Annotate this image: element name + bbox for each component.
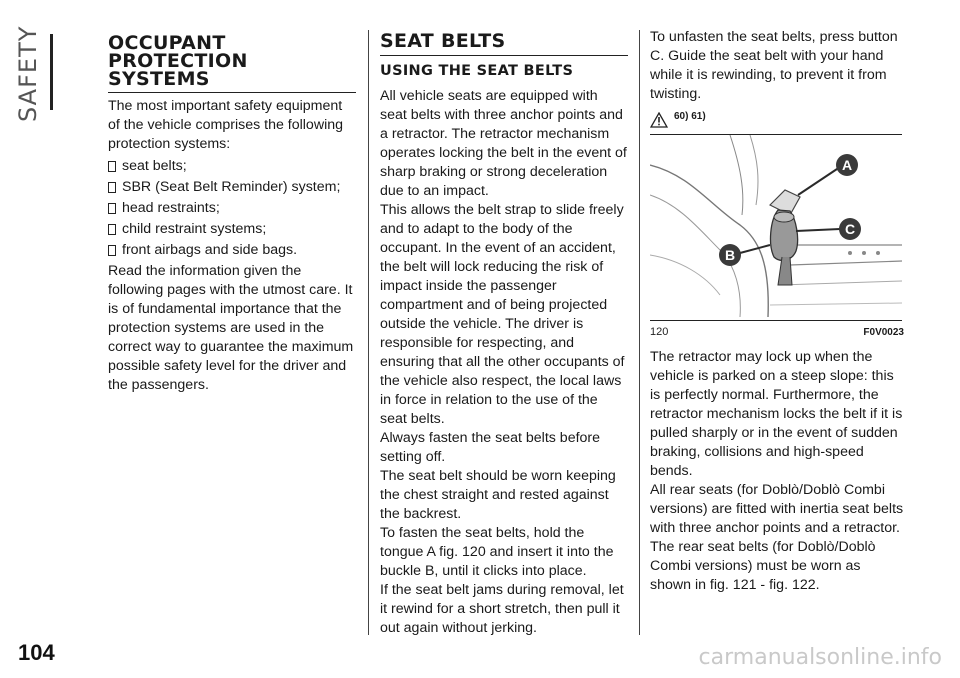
intro-paragraph: The most important safety equipment of the vehicle comprises the following protection systems: [108,98,344,152]
paragraph: The seat belt should be worn keeping the chest straight and rested against the backrest. [380,468,616,522]
warning-reference [650,108,904,128]
label-c [839,218,861,240]
section-label: SAFETY [14,25,42,122]
svg-text:C: C [844,221,856,237]
heading-occupant-protection [108,34,356,93]
subheading-using-seat-belts: USING THE SEAT BELTS [380,63,574,79]
outro-paragraph: Read the information given the following pages with the utmost care. It is of fundamental importance that the protection systems are used in the correct way to guarantee the maximum possible safety level for the driver and the passengers. [108,263,354,393]
column-divider [639,30,640,635]
bullet-box-icon [108,224,116,235]
list-item: head restraints; [108,199,356,218]
warning-refs: 60) 61) [674,111,706,122]
paragraph: This allows the belt strap to slide freely and to adapt to the body of the occupant. In the event of an accident, the belt will lock reducing the risk of impact inside the passenger compartment and of being projected outside the vehicle. The driver is responsible for respecting, and ensuring that all the other occupants of the vehicle also respect, the local laws in force in relation to the use of the seat belts. [380,202,625,427]
figure-code: F0V0023 [863,327,904,338]
column-seat-belts [380,28,628,638]
column-divider [368,30,369,635]
heading-seat-belts: SEAT BELTS [380,32,628,56]
svg-text:A: A [841,157,853,173]
seat-belt-illustration [650,135,902,317]
list-item: front airbags and side bags. [108,241,356,260]
bullet-box-icon [108,161,116,172]
svg-text:B: B [724,247,736,263]
figure-caption [650,323,904,342]
list-item: SBR (Seat Belt Reminder) system; [108,178,356,197]
bullet-box-icon [108,182,116,193]
bullet-box-icon [108,245,116,256]
bullet-box-icon [108,203,116,214]
figure-number: 120 [650,326,669,338]
paragraph: If the seat belt jams during removal, let it rewind for a short stretch, then pull it out again without jerking. [380,582,624,636]
section-tab-marker [50,34,53,110]
list-item: child restraint systems; [108,220,356,239]
protection-systems-list [108,157,356,260]
paragraph: The retractor may lock up when the vehicle is parked on a steep slope: this is perfectly normal. Furthermore, the retractor mechanism locks the belt if it is pulled sharply or in the event of sudden braking, collisions and high-speed bends. [650,349,903,479]
list-item: seat belts; [108,157,356,176]
paragraph: The rear seat belts (for Doblò/Doblò Combi versions) must be worn as shown in fig. 121 - fig. 122. [650,539,876,593]
column-occupant-protection [108,28,356,395]
heading-line: SYSTEMS [108,68,210,90]
paragraph: All rear seats (for Doblò/Doblò Combi versions) are fitted with inertia seat belts with three anchor points and a retractor. [650,482,904,536]
page-number: 104 [18,640,55,665]
paragraph: Always fasten the seat belts before setting off. [380,430,601,465]
heading-line: OCCUPANT [108,32,226,54]
heading-line: PROTECTION [108,50,248,72]
label-a [836,154,858,176]
watermark: carmanualsonline.info [698,645,942,670]
warning-triangle-icon [650,112,668,128]
paragraph: All vehicle seats are equipped with seat belts with three anchor points and a retractor. The retractor mechanism operates locking the belt in the event of sharp braking or strong deceleration due to an impact. [380,88,627,199]
label-b [719,244,741,266]
column-unfasten [650,28,904,595]
figure-seat-belt-buckle [650,134,902,321]
intro-paragraph: To unfasten the seat belts, press button C. Guide the seat belt with your hand while it is rewinding, to prevent it from twisting. [650,29,898,102]
paragraph: To fasten the seat belts, hold the tongue A fig. 120 and insert it into the buckle B, until it clicks into place. [380,525,614,579]
